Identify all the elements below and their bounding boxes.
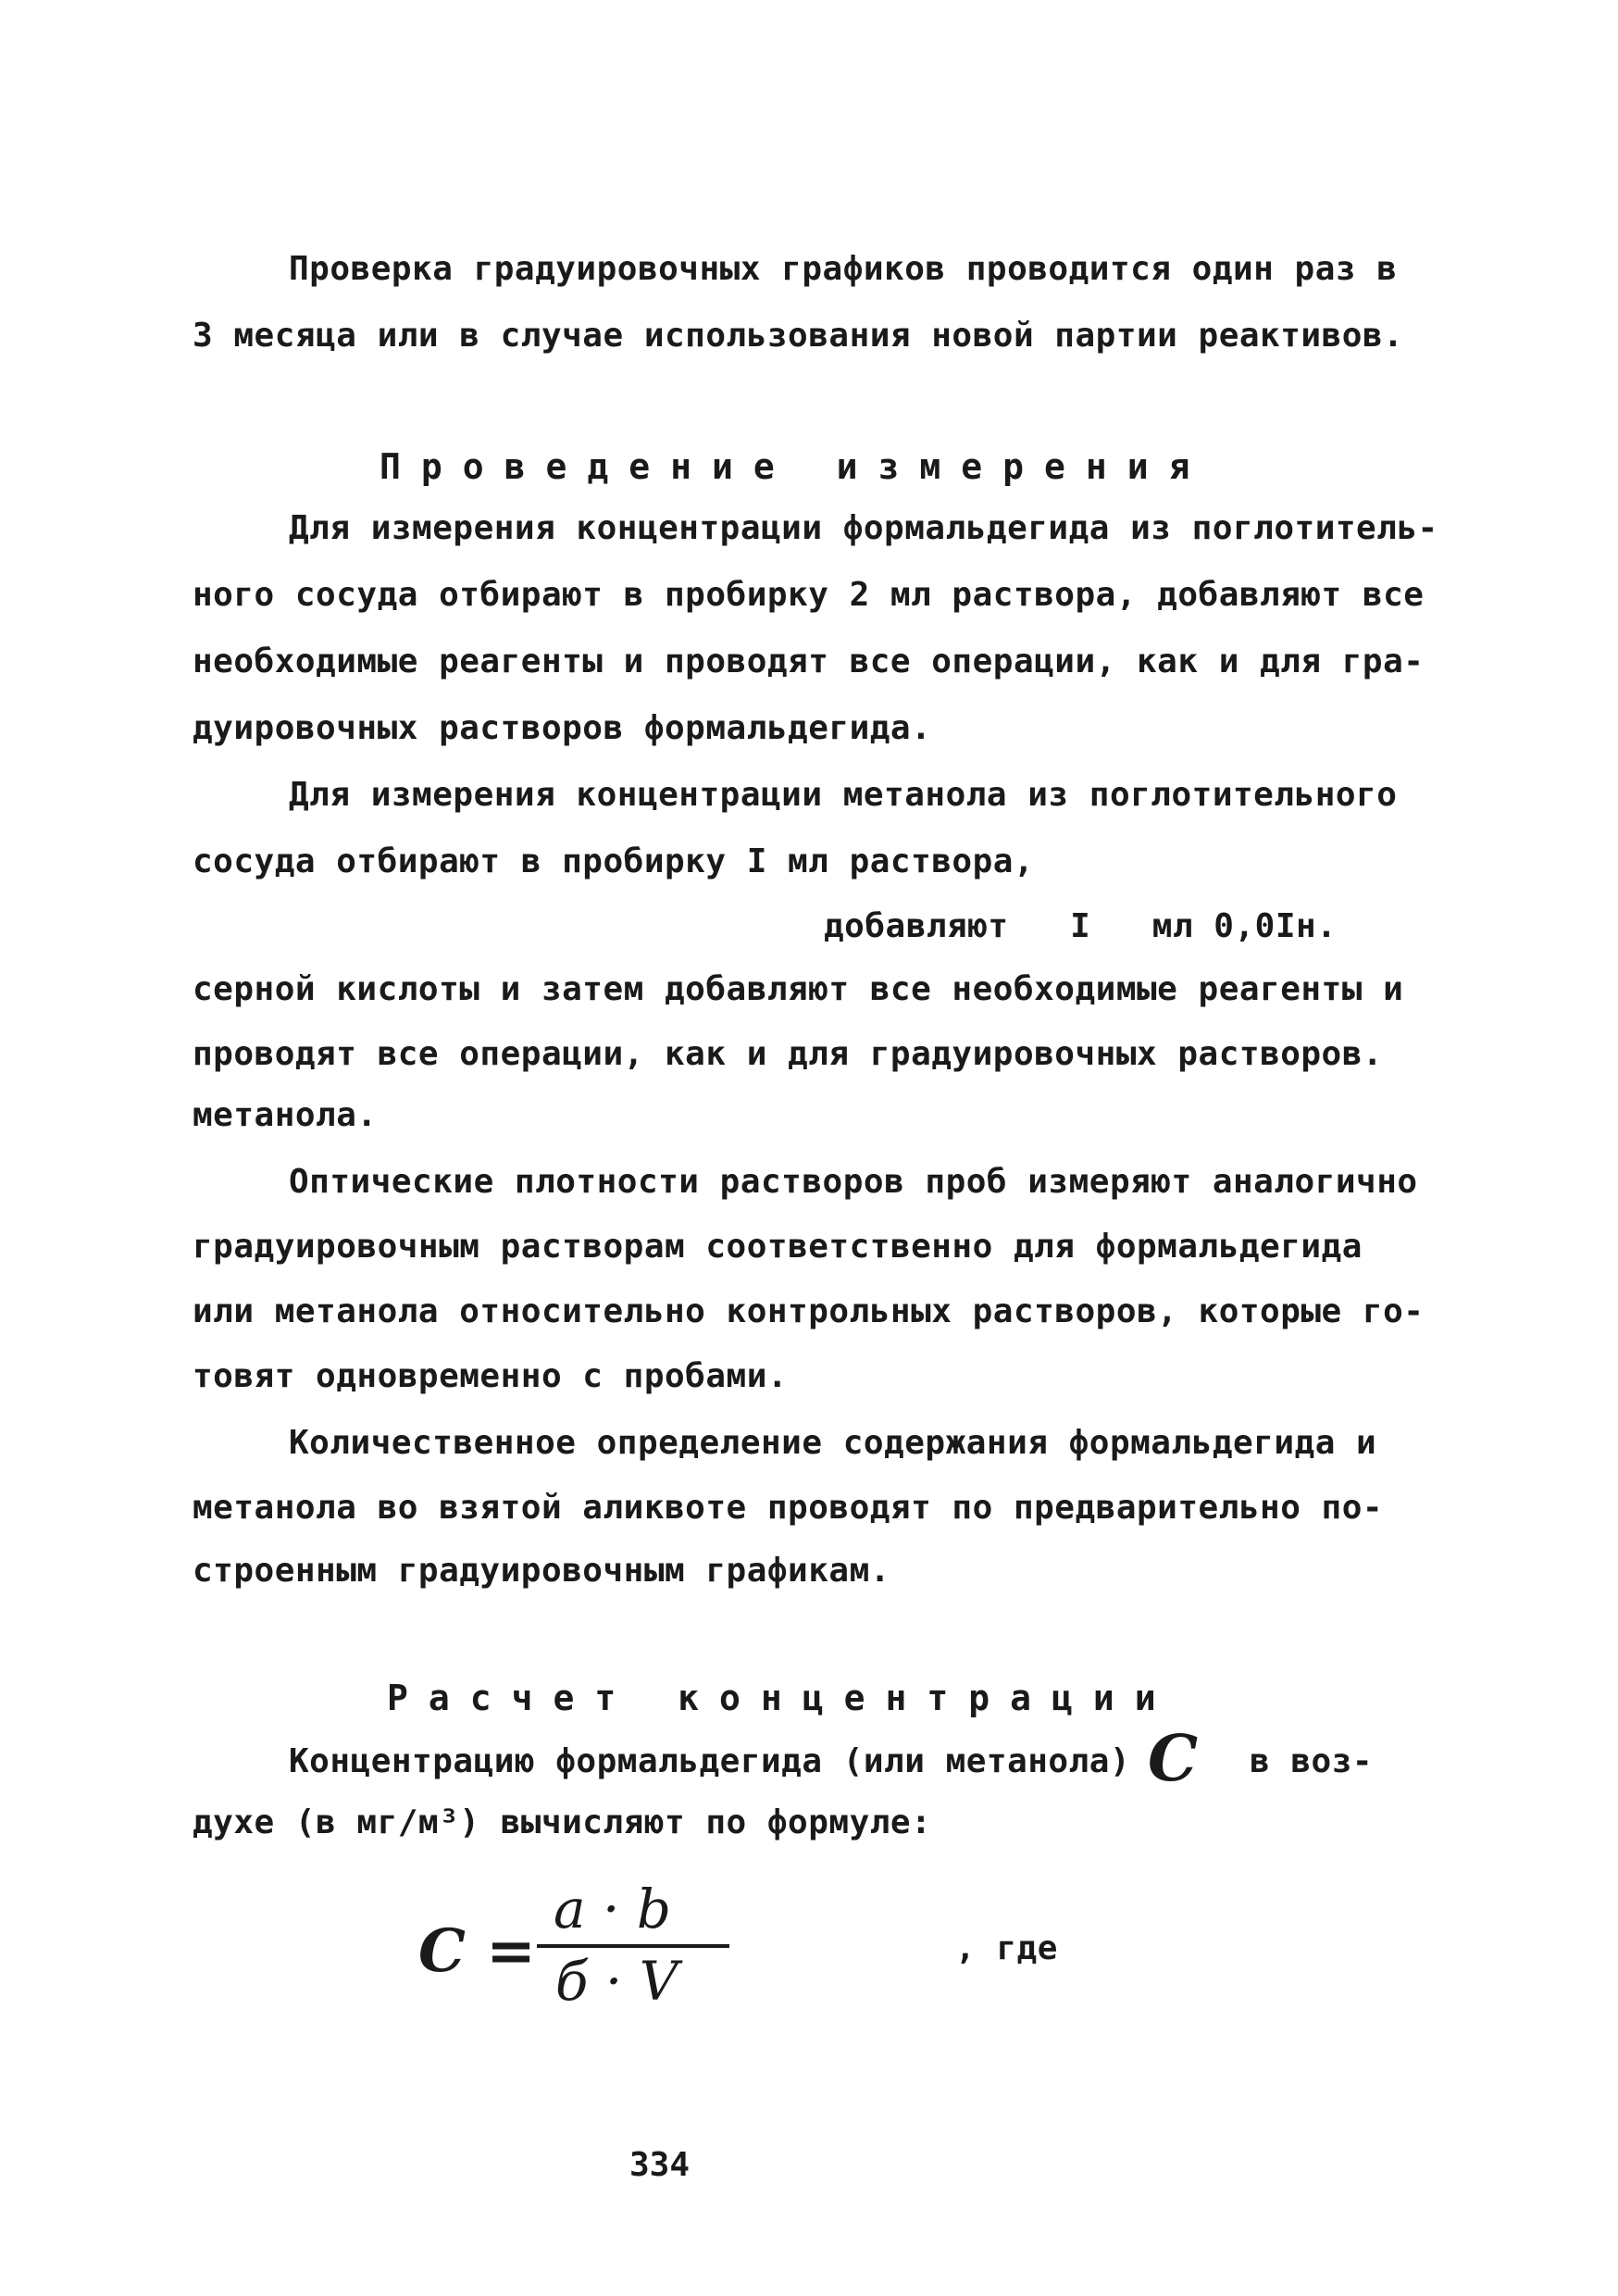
text-line: строенным градуировочным графикам.	[193, 1552, 890, 1590]
formula-denominator: б · V	[555, 1950, 678, 2013]
formula-suffix: , где	[955, 1929, 1058, 1967]
formula-numerator: a · b	[554, 1878, 672, 1940]
text-line: товят одновременно с пробами.	[193, 1357, 789, 1395]
text-line: метанола во взятой аликвоте проводят по предварительно по-	[193, 1489, 1384, 1527]
section-title-measurement: Проведение измерения	[380, 446, 1211, 487]
text-line: градуировочным растворам соответственно для формальдегида	[193, 1228, 1363, 1266]
text-line: метанола.	[193, 1096, 378, 1134]
text-line: Для измерения концентрации формальдегида из поглотитель-	[289, 509, 1438, 547]
text-line: дуировочных растворов формальдегида.	[193, 709, 932, 747]
formula-lhs: C =	[418, 1916, 536, 1986]
fraction-bar	[537, 1944, 729, 1948]
text-line: необходимые реагенты и проводят все операции, как и для гра-	[193, 643, 1425, 680]
text-line: проводят все операции, как и для градуировочных растворов.	[193, 1035, 1384, 1073]
text-line: Для измерения концентрации метанола из поглотительного	[289, 776, 1398, 814]
text-line: сосуда отбирают в пробирку I мл раствора,	[193, 842, 1035, 880]
intro-line-1: Проверка градуировочных графиков проводится один раз в	[289, 250, 1398, 288]
text-line: Количественное определение содержания формальдегида и	[289, 1424, 1377, 1462]
text-line: Концентрацию формальдегида (или метанола)	[289, 1742, 1131, 1780]
text-line: или метанола относительно контрольных растворов, которые го-	[193, 1292, 1425, 1330]
text-line: Оптические плотности растворов проб измеряют аналогично	[289, 1163, 1418, 1201]
section-title-calculation: Расчет концентрации	[387, 1678, 1176, 1718]
text-line: в воз-	[1250, 1742, 1374, 1780]
text-line: серной кислоты и затем добавляют все необходимые реагенты и	[193, 970, 1404, 1008]
concentration-symbol: C	[1148, 1722, 1199, 1796]
page-number: 334	[629, 2146, 691, 2184]
text-line: ного сосуда отбирают в пробирку 2 мл раствора, добавляют все	[193, 576, 1425, 614]
text-line: добавляют I мл 0,0Iн.	[824, 907, 1338, 945]
intro-line-2: 3 месяца или в случае использования новой партии реактивов.	[193, 317, 1404, 355]
text-line: духе (в мг/м³) вычисляют по формуле:	[193, 1803, 932, 1841]
